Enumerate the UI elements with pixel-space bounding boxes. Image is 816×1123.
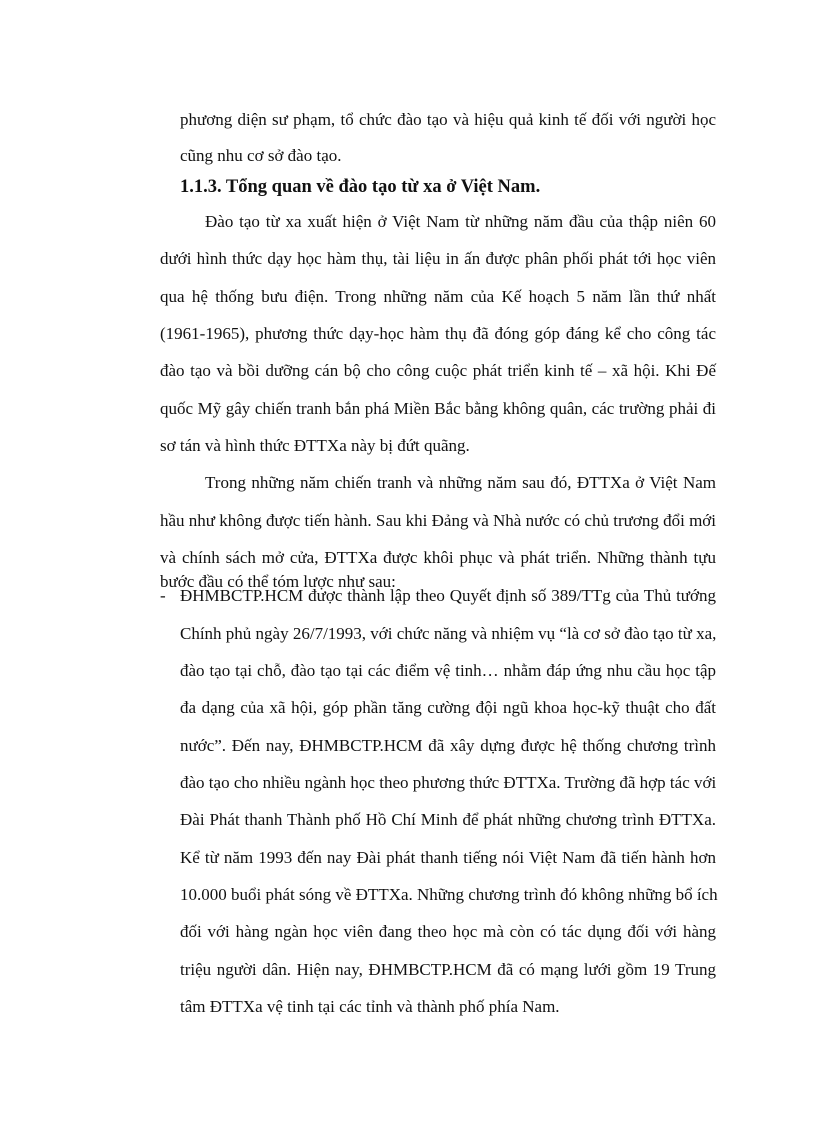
bullet-line-3: đào tạo tại chỗ, đào tạo tại các điểm vệ tinh… nhằm đáp ứng nhu cầu học tập: [180, 661, 716, 680]
bullet-line-7: Đài Phát thanh Thành phố Hồ Chí Minh để phát những chương trình ĐTTXa.: [180, 810, 716, 829]
paragraph2-line-3: và chính sách mở cửa, ĐTTXa được khôi phục và phát triển. Những thành tựu: [160, 548, 716, 567]
bullet-marker: -: [160, 586, 166, 605]
intro-line-2: cũng nhu cơ sở đào tạo.: [180, 146, 342, 165]
paragraph1-line-2: dưới hình thức dạy học hàm thụ, tài liệu in ấn được phân phối phát tới học viên: [160, 249, 716, 268]
section-heading: 1.1.3. Tổng quan về đào tạo từ xa ở Việt Nam.: [180, 177, 541, 197]
paragraph2-line-4: bước đầu có thể tóm lược như sau:: [160, 572, 396, 591]
bullet-line-11: triệu người dân. Hiện nay, ĐHMBCTP.HCM đã có mạng lưới gồm 19 Trung: [180, 960, 716, 979]
bullet-line-9: 10.000 buổi phát sóng về ĐTTXa. Những chương trình đó không những bổ ích: [180, 885, 718, 904]
paragraph1-line-7: sơ tán và hình thức ĐTTXa này bị đứt quãng.: [160, 436, 470, 455]
paragraph1-line-3: qua hệ thống bưu điện. Trong những năm của Kế hoạch 5 năm lần thứ nhất: [160, 287, 716, 306]
paragraph1-line-1: Đào tạo từ xa xuất hiện ở Việt Nam từ những năm đầu của thập niên 60: [205, 212, 716, 231]
bullet-line-5: nước”. Đến nay, ĐHMBCTP.HCM đã xây dựng được hệ thống chương trình: [180, 736, 716, 755]
bullet-line-8: Kể từ năm 1993 đến nay Đài phát thanh tiếng nói Việt Nam đã tiến hành hơn: [180, 848, 716, 867]
paragraph1-line-4: (1961-1965), phương thức dạy-học hàm thụ đã đóng góp đáng kể cho công tác: [160, 324, 716, 343]
paragraph1-line-5: đào tạo và bồi dưỡng cán bộ cho công cuộc phát triển kinh tế – xã hội. Khi Đế: [160, 361, 716, 380]
bullet-line-6: đào tạo cho nhiều ngành học theo phương thức ĐTTXa. Trường đã hợp tác với: [180, 773, 717, 792]
bullet-line-1: ĐHMBCTP.HCM được thành lập theo Quyết định số 389/TTg của Thủ tướng: [180, 586, 716, 605]
bullet-line-10: đối với hàng ngàn học viên đang theo học mà còn có tác dụng đối với hàng: [180, 922, 716, 941]
bullet-line-2: Chính phủ ngày 26/7/1993, với chức năng và nhiệm vụ “là cơ sở đào tạo từ xa,: [180, 624, 717, 643]
bullet-line-4: đa dạng của xã hội, góp phần tăng cường đội ngũ khoa học-kỹ thuật cho đất: [180, 698, 716, 717]
paragraph2-line-1: Trong những năm chiến tranh và những năm sau đó, ĐTTXa ở Việt Nam: [205, 473, 716, 492]
intro-line-1: phương diện sư phạm, tổ chức đào tạo và hiệu quả kinh tế đối với người học: [180, 110, 716, 129]
bullet-line-12: tâm ĐTTXa vệ tinh tại các tỉnh và thành phố phía Nam.: [180, 997, 560, 1016]
paragraph1-line-6: quốc Mỹ gây chiến tranh bắn phá Miền Bắc bằng không quân, các trường phải đi: [160, 399, 716, 418]
paragraph2-line-2: hầu như không được tiến hành. Sau khi Đảng và Nhà nước có chủ trương đổi mới: [160, 511, 716, 530]
